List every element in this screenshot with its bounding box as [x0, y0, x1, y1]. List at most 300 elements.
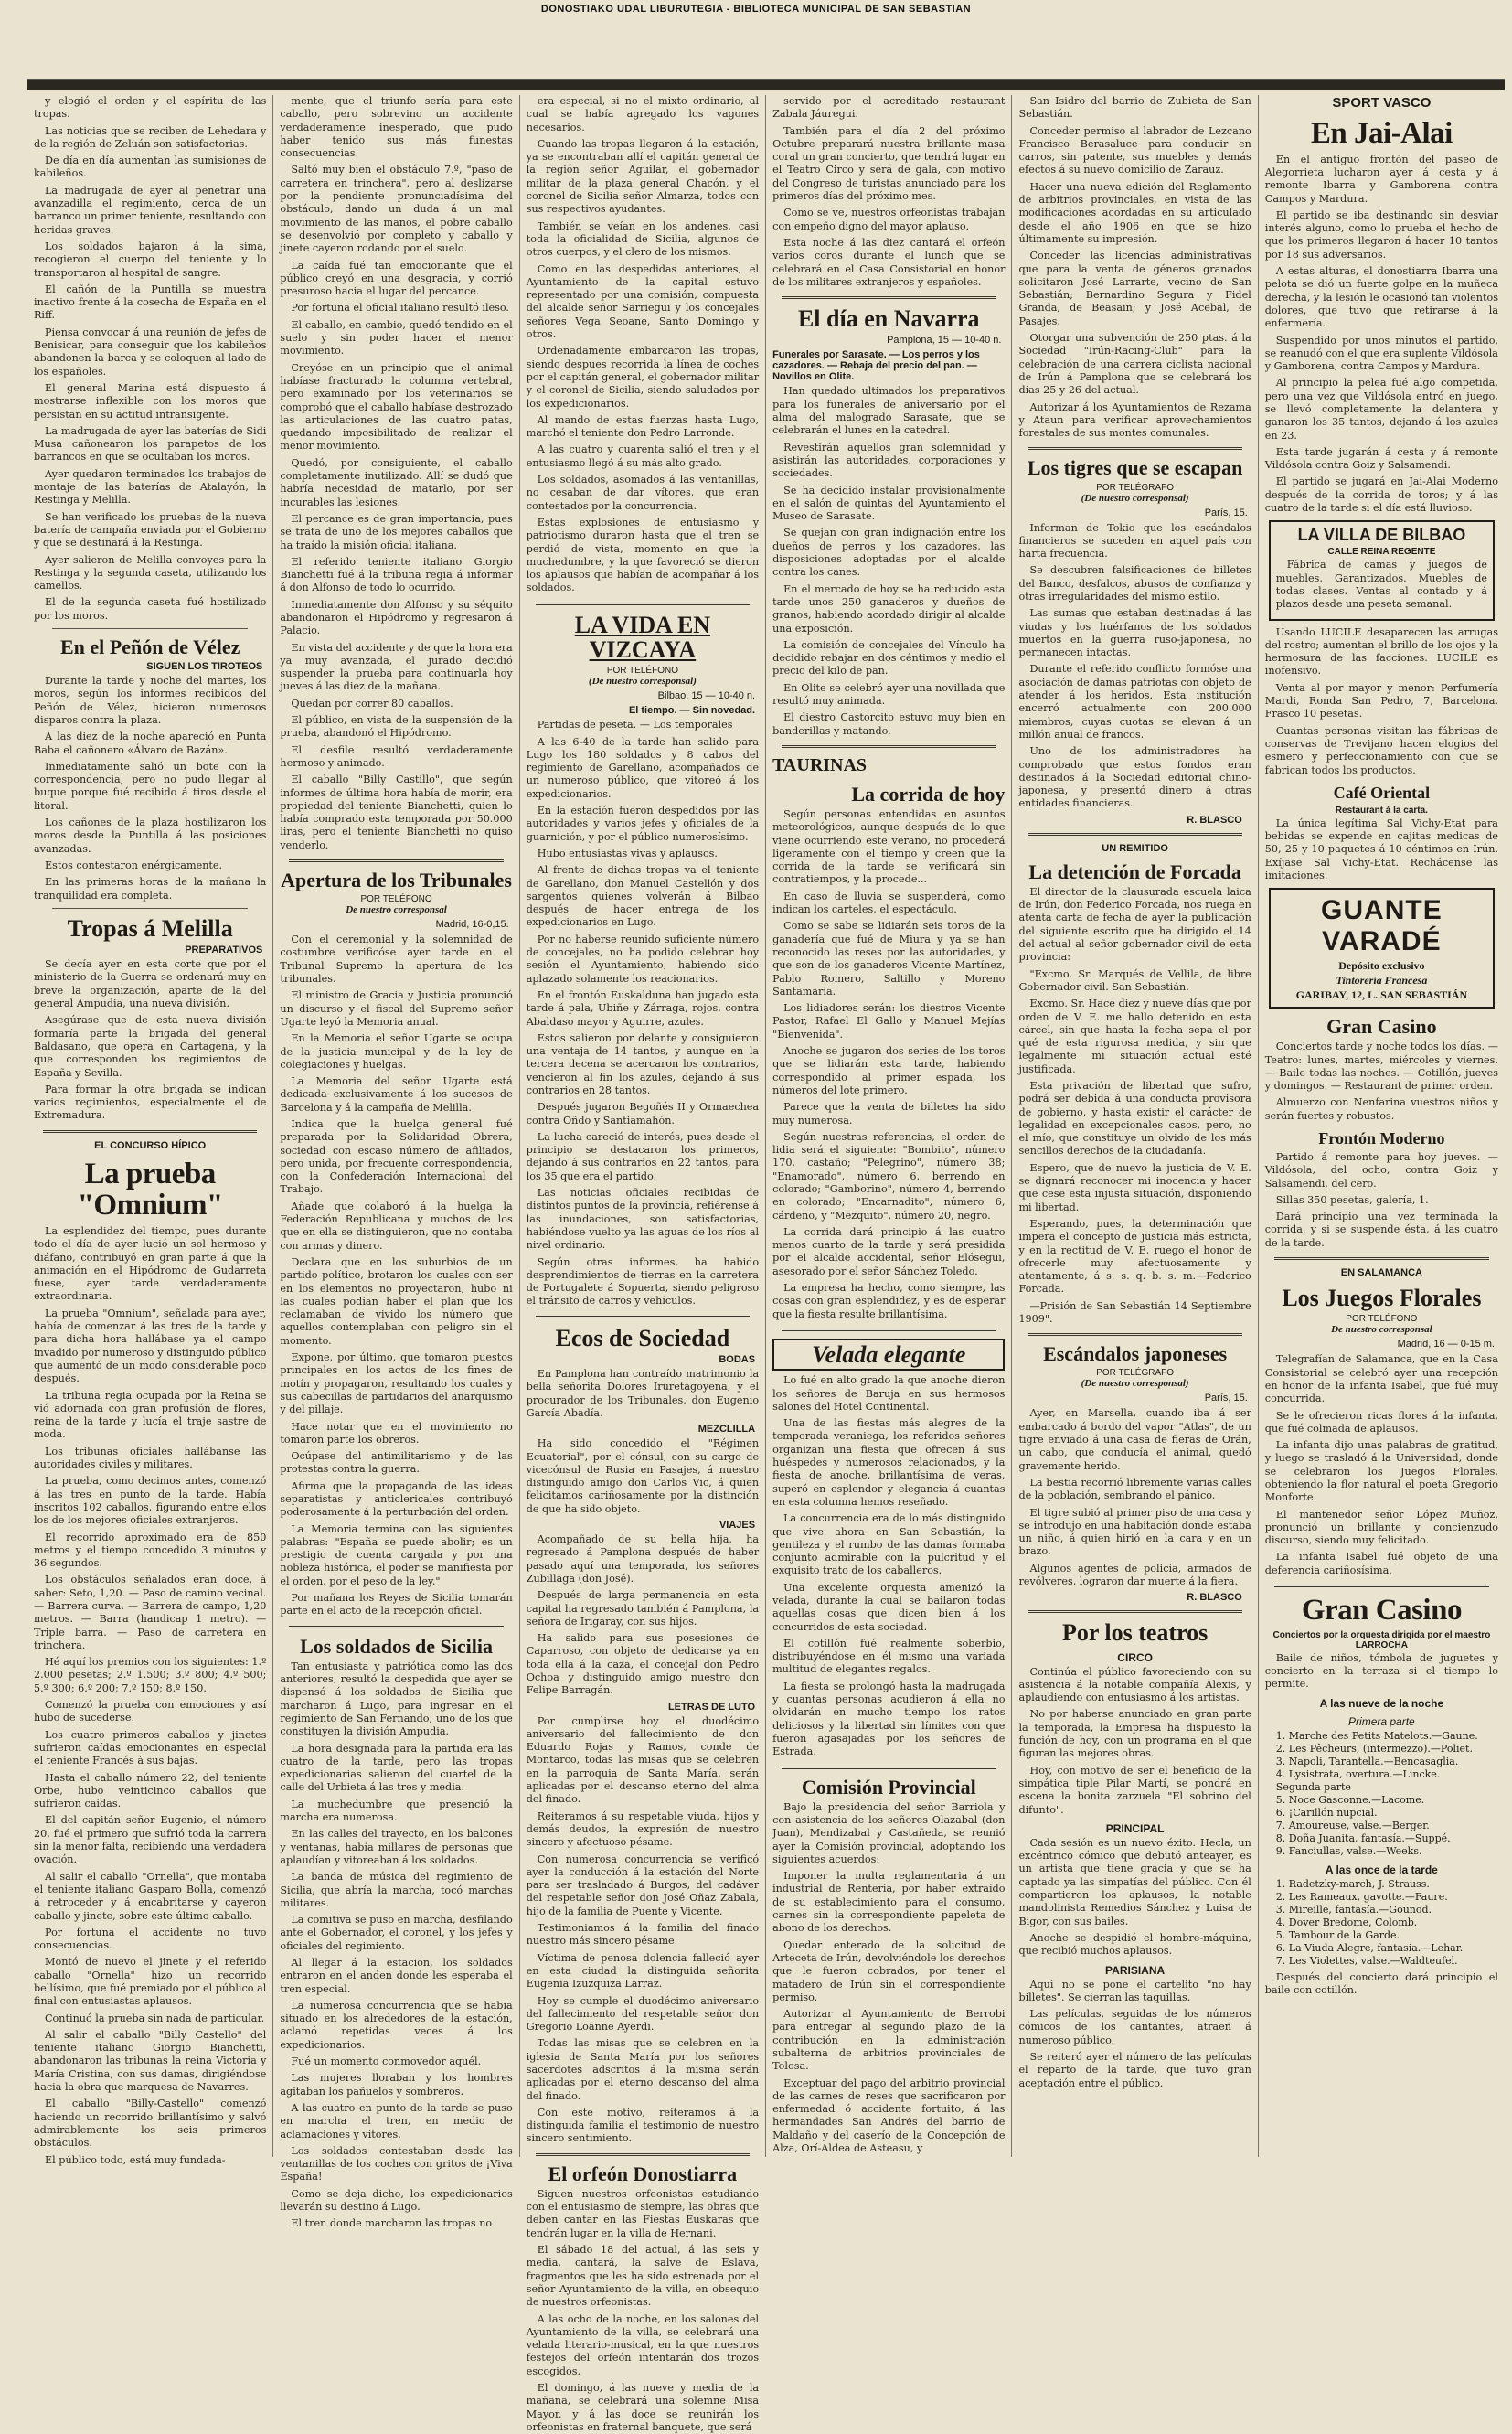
paragraph: Al principio la pelea fué algo competida, pero una vez que Vildósola entró en juego, se llevó completamente la delantera y ganaron los 35 tantos, dejando á los azules en 23.	[1264, 377, 1498, 442]
paragraph: Los lidiadores serán: los diestros Vicente Pastor, Rafael El Gallo y Manuel Mejías "Bienvenida".	[772, 1002, 1006, 1041]
paragraph: La esplendidez del tiempo, pues durante todo el día de ayer lució un sol hermoso y diáfano, contribuyó en gran parte á que la animación en el Hipódromo de Gudarreta fuese, ayer tarde verdaderamente extraordinaria.	[34, 1224, 267, 1303]
paragraph: Ayer salieron de Melilla convoyes para la Restinga y la segunda caseta, utilizando los camellos.	[34, 553, 267, 592]
byline-telegrafo: POR TELÉGRAFO	[1096, 482, 1175, 493]
headline-dia-navarra: El día en Navarra	[797, 305, 980, 333]
dateline-madrid: Madrid, 16 — 0-15 m.	[1397, 1339, 1495, 1350]
paragraph: Testimoniamos á la familia del finado nuestro más sincero pésame.	[526, 1922, 760, 1948]
signature-blasco: R. BLASCO	[1187, 814, 1242, 826]
headline-jai-alai: En Jai-Alai	[1310, 117, 1453, 150]
paragraph: Bajo la presidencia del señor Barriola y con asistencia de los señores Olazabal (don Juan), Mendizabal y Castañeda, se reunió ayer la Comisión provincial, adoptando los siguientes acuerdos:	[772, 1800, 1006, 1865]
paragraph: Víctima de penosa dolencia falleció ayer en esta ciudad la distinguida señorita Eugenia Izuzquiza Larraz.	[526, 1951, 760, 1991]
double-rule	[43, 1130, 257, 1133]
paragraph: Esperando, pues, la determinación que impera el concepto de justicia más estricta, y en la rectitud de V. E. ruego el honor de ofrecerle muy afectuosamente y atentamente, á s. s. q. b. s. m.—Federico Forcada.	[1018, 1217, 1251, 1296]
article-forcada-body	[1018, 886, 1251, 1327]
kicker-remitido: UN REMITIDO	[1102, 842, 1168, 854]
paragraph: No por haberse anunciado en gran parte la temporada, la Empresa ha dispuesto la función de hoy, con un programa en el que figuran las mejores obras.	[1018, 1708, 1251, 1760]
byline-telefono: POR TELÉFONO	[1346, 1314, 1418, 1325]
program-item: 1. Marche des Petits Matelots.—Gaune.	[1275, 1729, 1478, 1742]
paragraph: Al mando de estas fuerzas hasta Lugo, marchó el teniente don Pedro Larronde.	[526, 413, 760, 440]
headline-escandalos-japoneses: Escándalos japoneses	[1043, 1342, 1228, 1366]
double-rule	[536, 603, 750, 605]
paragraph: Al salir el caballo "Billy Castello" del teniente italiano Giorgio Bianchetti, abandonaron las tribunas la reina Victoria y María Cristina, con sus damas, dirigiéndose hacia la obra que marquesa de Navarres.	[34, 2028, 267, 2094]
paragraph: Aquí no se pone el cartelito "no hay billetes". Se cierran las taquillas.	[1018, 1978, 1251, 2003]
paragraph: Excmo. Sr. Hace diez y nueve días que por orden de V. E. me hallo detenido en esta cárcel, sin que hasta la fecha sepa el por qué de esta rigurosa medida, y sin que legalmente mi situación actual esté justificada.	[1018, 998, 1251, 1075]
dateline-paris: París, 15.	[1204, 1393, 1248, 1404]
article-orfeon-body	[527, 2188, 759, 2434]
program-item: 7. Les Violettes, valse.—Waldteufel.	[1275, 1954, 1458, 1967]
byline-corresponsal: (De nuestro corresponsal)	[1081, 492, 1189, 504]
kicker-concurso-hipico: EL CONCURSO HÍPICO	[94, 1139, 207, 1151]
paragraph: Las películas, seguidas de los números cómicos de los cantantes, atraen á numeroso público.	[1018, 2008, 1251, 2046]
paragraph: Partidas de peseta. — Los temporales	[537, 719, 733, 731]
paragraph: Anoche se despidió el hombre-máquina, que recibió muchos aplausos.	[1018, 1931, 1251, 1958]
paragraph: Informan de Tokio que los escándalos financieros se suceden en aquel país con harta frecuencia.	[1018, 521, 1251, 560]
paragraph: Baile de niños, tómbola de juguetes y concierto en la terraza si el tiempo lo permite.	[1264, 1651, 1498, 1691]
ad-villa-bilbao	[1269, 520, 1495, 620]
column-5	[1012, 95, 1258, 2157]
cafe-oriental-sub: Restaurant á la carta.	[1335, 805, 1428, 816]
paragraph: A las ocho de la noche, en los salones del Ayuntamiento de la villa, se celebrará una velada literario-musical, en la que nuestros festejos del orfeón intentarán dos trozos escogidos.	[526, 2312, 760, 2377]
headline-detencion-forcada: La detención de Forcada	[1028, 859, 1241, 883]
paragraph: Ocúpase del antimilitarismo y de las protestas contra la guerra.	[280, 1450, 513, 1476]
column-1	[27, 95, 273, 2166]
paragraph: También para el día 2 del próximo Octubre preparará nuestra brillante masa coral un gran concierto, que tendrá lugar en el Teatro Circo y será de gala, con motivo del Congreso de turistas anunciado para los primeros días del próximo mes.	[772, 124, 1006, 203]
paragraph: Continuó la prueba sin nada de particular.	[45, 2012, 265, 2024]
paragraph: En las calles del trayecto, en los balcones y ventanas, había millares de personas que aplaudían y vitoreaban á los soldados.	[280, 1828, 513, 1866]
paragraph: En el frontón Euskalduna han jugado esta tarde á pala, Ubiñe y Zárraga, rojos, contra Abaldaso mayor y Aguirre, azules.	[526, 988, 760, 1028]
kicker-taurinas: TAURINAS	[772, 754, 868, 775]
article-omnium-body	[34, 1225, 266, 2167]
paragraph: Durante el referido conflicto formóse una asociación de damas patriotas con objeto de atender á los heridos. Esta institución encerró actualmente con 200.000 miembros, cuyas cuotas se elevan á un millón anual de francos.	[1018, 663, 1251, 741]
paragraph: Suspendido por unos minutos el partido, se reanudó con el que era suplente Vildósola y Gamborena, contra Campos y Mardura.	[1264, 334, 1498, 373]
paragraph: Al frente de dichas tropas va el teniente de Garellano, don Manuel Castellón y dos sargentos quienes volverán á Bilbao después de hacer entrega de los expedicionarios en Lugo.	[526, 864, 760, 929]
article-corrida-body	[772, 808, 1005, 1321]
paragraph: A las 6-40 de la tarde han salido para Lugo los 180 soldados y 8 cabos del regimiento de Garellano, acompañados de un numeroso público, que vitoreó á los expedicionarios.	[526, 735, 760, 800]
paragraph: Autorizar al Ayuntamiento de Berrobi para entregar al segundo plazo de la contribución en la administración subalterna de arbitrios provinciales de Tolosa.	[772, 2008, 1006, 2073]
paragraph: El público, en vista de la suspensión de la prueba, abandonó el Hipódromo.	[280, 714, 513, 740]
paragraph: El referido teniente italiano Giorgio Bianchetti fué á la tribuna regia á informar á don Alfonso de todo lo ocurrido.	[280, 555, 513, 594]
paragraph: Conciertos tarde y noche todos los días. — Teatro: lunes, martes, miércoles y viernes. — Baile todas las noches. — Cotillón, jueves y domingos. — Restaurant de primer orden.	[1264, 1041, 1498, 1093]
paragraph: Uno de los administradores ha comprobado que estos fondos eran destinados á la Sociedad editorial chino-japonesa, y presentó dinero á otras entidades financieras.	[1018, 745, 1251, 810]
paragraph: Indica que la huelga general fué preparada por la Solidaridad Obrera, sociedad con escaso número de afiliados, pero unida, por frecuente correspondencia, con la Confederación Internacional del Trabajo.	[280, 1117, 513, 1196]
double-rule	[782, 1767, 996, 1769]
headline-apertura-tribunales: Apertura de los Tribunales	[281, 869, 512, 892]
paragraph: Los tribunas oficiales hallábanse las autoridades civiles y militares.	[34, 1445, 267, 1471]
paragraph: Partido á remonte para hoy jueves. — Vildósola, del ocho, contra Goiz y Salsamendi, del cero.	[1264, 1150, 1498, 1190]
dateline-madrid: Madrid, 16-0,15.	[435, 919, 509, 931]
double-rule	[782, 745, 996, 748]
paragraph: Para formar la otra brigada se indican varios regimientos, especialmente el de Extremadura.	[34, 1083, 267, 1122]
byline-corresponsal: (De nuestro corresponsal)	[588, 676, 697, 688]
paragraph: Los obstáculos señalados eran doce, á saber: Seto, 1,20. — Paso de camino vecinal. — Barrera curva. — Barrera de campo, 1,20 metros. — Barra (handicap 1 metro). — Triple barra. — Paso de carretera en trinchera.	[34, 1574, 267, 1651]
paragraph: En el mercado de hoy se ha reducido esta tarde unos 250 ganaderos y dueños de granos, habiendo acordado dirigir al alcalde una exposición.	[772, 582, 1006, 635]
paragraph: Telegrafían de Salamanca, que en la Casa Consistorial se celebró ayer una recepción en honor de la infanta Isabel, que fué muy concurrida.	[1264, 1353, 1498, 1405]
paragraph: —Prisión de San Sebastián 14 Septiembre 1909".	[1018, 1299, 1251, 1326]
double-rule	[1028, 1333, 1241, 1336]
paragraph: En Olite se celebró ayer una novillada que resultó muy animada.	[772, 681, 1006, 707]
ad-guante-line3: GARIBAY, 12, L. SAN SEBASTIÁN	[1295, 988, 1468, 1002]
paragraph: La fiesta se prolongó hasta la madrugada y cuantas personas acudieron á ella no olvidarán en mucho tiempo los ratos deliciosos y la libertad sin límites con que fueron agasajadas por los señores de Estrada.	[772, 1680, 1006, 1758]
paragraph: La caída fué tan emocionante que el público creyó en una desgracia, y corrió presuroso hacia el lugar del percance.	[280, 259, 513, 298]
dateline-paris: París, 15.	[1204, 507, 1248, 518]
col3-top-text	[527, 95, 759, 595]
paragraph: Estos salieron por delante y consiguieron una ventaja de 14 tantos, y aunque en la tercera decena se acercaron los contrarios, vencieron al fin los azules, dejando á sus contrarios en 28 tantos.	[526, 1031, 760, 1096]
program-item: 9. Fanciullas, valse.—Weeks.	[1275, 1844, 1422, 1857]
headline-por-los-teatros: Por los teatros	[1061, 1619, 1209, 1647]
paragraph: Según otras informes, ha habido desprendimientos de tierras en la carretera de Portugalete á Sopuerta, siendo peligroso el tránsito de carros y vehículos.	[526, 1255, 760, 1308]
paragraph: Siguen nuestros orfeonistas estudiando con el entusiasmo de siempre, las obras que deben cantar en las Fiestas Euskaras que tendrán lugar en la villa de Hernani.	[526, 2187, 760, 2239]
paragraph: El diestro Castorcito estuvo muy bien en banderillas y matando.	[772, 711, 1006, 737]
section-parisiana-title: PARISIANA	[1105, 1963, 1166, 1977]
double-rule	[1274, 1585, 1489, 1587]
paragraph: Como se ve, nuestros orfeonistas trabajan con empeño digno del mayor aplauso.	[772, 207, 1006, 232]
headline-comision-provincial: Comisión Provincial	[801, 1775, 976, 1799]
paragraph: Creyóse en un principio que el animal habíase fracturado la columna vertebral, pero examinado por los veterinarios se comprobó que el caballo habíase destrozado las articulaciones de las cuatro patas, quedando imposibilitado de realizar el menor movimiento.	[280, 361, 513, 453]
paragraph: A estas alturas, el donostiarra Ibarra una pelota se dió un fuerte golpe en la muñeca derecha, y la lesión le ocasionó tan violentos dolores, que tuvo que retirarse á la enfermería.	[1264, 265, 1498, 330]
col2-top-text	[280, 95, 512, 852]
paragraph: Como se sabe se lidiarán seis toros de la ganadería que fué de Miura y ya se han reconocido las reses por las autoridades, y que son de los ganaderos Vicente Martínez, Pablo Romero, Saltillo y Moreno Santamaría.	[772, 920, 1006, 998]
paragraph: Se descubren falsificaciones de billetes del Banco, desfalcos, abusos de confianza y otras irregularidades del mismo estilo.	[1018, 564, 1251, 603]
paragraph: La comisión de concejales del Vínculo ha decidido rebajar en dos céntimos y medio el precio del kilo de pan.	[772, 638, 1006, 678]
paragraph: El partido se iba destinando sin desviar interés alguno, como lo prueba el hecho de que los primeros llegaron á hacer 10 tantos por 18 sus adversarios.	[1264, 208, 1498, 261]
paragraph: Fué un momento conmovedor aquél.	[291, 2055, 482, 2068]
paragraph: Continúa el público favoreciendo con su asistencia á la notable compañía Alexis, y aplaudiendo con entusiasmo á los artistas.	[1018, 1665, 1251, 1704]
paragraph: A las cuatro y cuarenta salió el tren y el entusiasmo llegó á su más alto grado.	[526, 443, 760, 469]
paragraph: Como en las despedidas anteriores, el Ayuntamiento de la capital estuvo representado por una comisión, compuesta del alcalde señor Sarriegui y los concejales señores Vega Seoane, Santo Domingo y otros.	[526, 262, 760, 341]
paragraph: Por fortuna el oficial italiano resultó ileso.	[291, 302, 509, 315]
paragraph: El caballo "Billy-Castello" comenzó haciendo un recorrido brillantísimo y salvó admirablemente los seis primeros obstáculos.	[34, 2098, 267, 2150]
paragraph: Hubo entusiastas vivas y aplausos.	[537, 847, 718, 859]
subhead-funerales: Funerales por Sarasate. — Los perros y los cazadores. — Rebaja del precio del pan. — Novillos en Olite.	[772, 349, 980, 383]
paragraph: La bestia recorrió libremente varias calles de la población, sembrando el pánico.	[1018, 1476, 1251, 1502]
paragraph: Montó de nuevo el jinete y el referido caballo "Ornella" hizo un recorrido bellísimo, que fué premiado por el público al final con entusiastas aplausos.	[34, 1956, 267, 2008]
column-6	[1259, 95, 1505, 2157]
paragraph: Por cumplirse hoy el duodécimo aniversario del fallecimiento de don Eduardo Rojas y Ramos, conde de Montarco, todas las misas que se celebren en la parroquia de Santa María, serán aplicadas por el descanso eterno del alma del finado.	[526, 1714, 760, 1806]
byline-corresponsal: De nuestro corresponsal	[1331, 1324, 1432, 1336]
column-3	[520, 95, 766, 2433]
gran-casino-2-end	[1265, 1971, 1498, 1998]
paragraph: Hace notar que en el movimiento no tomaron parte los obreros.	[280, 1420, 513, 1446]
dateline-pamplona: Pamplona, 15 — 10-40 n.	[887, 335, 1002, 347]
ad-villa-bilbao-title: LA VILLA DE BILBAO	[1297, 526, 1466, 545]
paragraph: Espero, que de nuevo la justicia de V. E. se dignará reconocer mi inocencia y hacer que cese esta injusta situación, disponiendo mi libertad.	[1018, 1161, 1251, 1213]
paragraph: Cuantas personas visitan las fábricas de conservas de Trevijano hacen elogios del esmero y perfeccionamiento con que se fabrican todos los productos.	[1264, 724, 1498, 776]
paragraph: La banda de música del regimiento de Sicilia, que abría la marcha, tocó marchas militares.	[280, 1871, 513, 1909]
paragraph: Revestirán aquellos gran solemnidad y asistirán las autoridades, corporaciones y sociedades.	[772, 441, 1006, 480]
paragraph: y elogió el orden y el espíritu de las tropas.	[34, 95, 267, 121]
paragraph: Ordenadamente embarcaron las tropas, siendo despues recorrida la línea de coches por el capitán general, el gobernador militar y el coronel de Sicilia, siendo saludados por los expedicionarios.	[526, 345, 760, 410]
headline-vida-vizcaya: LA VIDA EN VIZCAYA	[574, 611, 711, 663]
double-rule	[1028, 1610, 1241, 1613]
article-soldados-body	[280, 1660, 512, 2231]
paragraph: Los soldados bajaron á la sima, recogieron el cuerpo del teniente y lo transportaron al hospital de sangre.	[34, 240, 267, 279]
gran-casino-2-body	[1265, 1652, 1498, 1692]
paragraph: El ministro de Gracia y Justicia pronunció un discurso y el fiscal del Supremo señor Ugarte leyó la Memoria anual.	[280, 989, 513, 1028]
paragraph: La comitiva se puso en marcha, desfilando ante el Gobernador, el coronel, y los jefes y oficiales del regimiento.	[280, 1914, 513, 1952]
program-item: 6. La Viuda Alegre, fantasía.—Lehar.	[1275, 1941, 1464, 1954]
paragraph: La concurrencia era de lo más distinguido que vive ahora en San Sebastián, la gentileza y el rumbo de las damas formaba conjunto admirable con la pulcritud y el exquisito trato de los caballeros.	[772, 1512, 1006, 1577]
section-bodas-body	[527, 1368, 759, 1420]
paragraph: Después de larga permanencia en esta capital ha regresado también á Pamplona, la señora de Irigaray, con sus hijos.	[526, 1589, 760, 1628]
paragraph: La infanta dijo unas palabras de gratitud, y luego se trasladó á la Universidad, donde se celebraron los Juegos Florales, obteniendo la flor natural el poeta Gregorio Monforte.	[1264, 1439, 1498, 1504]
paragraph: Con numerosa concurrencia se verificó ayer la conducción á la estación del Norte para ser trasladado á Burgos, del cadáver del respetable señor don José Oñaz Zabala, hijo de la familia de Puente y Vicente.	[526, 1852, 760, 1917]
paragraph: A las cuatro en punto de la tarde se puso en marcha el tren, en medio de aclamaciones y vítores.	[280, 2101, 513, 2140]
paragraph: El domingo, á las nueve y media de la mañana, se celebrará una solemne Misa Mayor, y á las doce se reunirán los orfeonistas en fraternal banquete, que será	[526, 2382, 760, 2433]
newspaper-columns	[27, 95, 1505, 2433]
paragraph: La madrugada de ayer las baterías de Sidi Musa cañonearon los parapetos de los barrancos en que se ocultaban los moros.	[34, 424, 267, 464]
paragraph: La hora designada para la partida era las cuatro de la tarde, pero las tropas expedicionarias salieron del cuartel de la calle del Urbieta á las tres y media.	[280, 1742, 513, 1794]
paragraph: Conceder permiso al labrador de Lezcano Francisco Berasaluce para conducir en carros, sin patente, sus muebles y demás efectos á su nuevo domicilio de Zarauz.	[1018, 124, 1251, 176]
double-rule	[1274, 1257, 1489, 1260]
subhead-bodas: BODAS	[719, 1354, 756, 1366]
paragraph: Usando LUCILE desaparecen las arrugas del rostro; aumentan el brillo de los ojos y la hermosura de las facciones. LUCILE es inofensivo.	[1264, 625, 1498, 678]
paragraph: Sillas 350 pesetas, galería, 1.	[1275, 1193, 1429, 1206]
paragraph: El recorrido aproximado era de 850 metros y el tiempo concedido 3 minutos y 36 segundos.	[34, 1531, 267, 1570]
paragraph: El cotillón fué realmente soberbio, distribuyéndose en él mismo una variada multitud de elegantes regalos.	[772, 1637, 1006, 1676]
paragraph: Las mujeres lloraban y los hombres agitaban los pañuelos y sombreros.	[280, 2072, 513, 2098]
headline-ecos-sociedad: Ecos de Sociedad	[555, 1324, 730, 1351]
paragraph: En Pamplona han contraído matrimonio la bella señorita Dolores Iruretagoyena, y el procurador de los Tribunales, don Eugenio García Abadía.	[526, 1368, 760, 1419]
paragraph: Por mañana los Reyes de Sicilia tomarán parte en el acto de la recepción oficial.	[280, 1592, 513, 1617]
paragraph: El percance es de gran importancia, pues se trata de uno de los mejores caballos que ha traído la misión oficial italiana.	[280, 512, 513, 551]
article-tigres-body	[1018, 522, 1251, 811]
program-item: 5. Tambour de la Garde.	[1275, 1928, 1400, 1941]
paragraph: Hoy, con motivo de ser el beneficio de la simpática tiple Pilar Martí, se pondrá en escena la bonita zarzuela "El sobrino del difunto".	[1018, 1764, 1251, 1816]
fronton-moderno-body	[1265, 1151, 1498, 1250]
paragraph: Hacer una nueva edición del Reglamento de arbitrios provinciales, en vista de las modificaciones acordadas en su articulado desde el año 1906 en que se hizo últimamente su impresión.	[1018, 180, 1251, 245]
program-item: 2. Les Pêcheurs, (intermezzo).—Poliet.	[1275, 1742, 1473, 1755]
paragraph: Asegúrase que de esta nueva división formaría parte la brigada del general Baldasano, que opera en Cartagena, y la que corresponden los regimientos de España y Sevilla.	[34, 1014, 267, 1079]
ad-guante-varade	[1269, 888, 1495, 1009]
paragraph: Después del concierto dará principio el baile con cotillón.	[1264, 1970, 1498, 1996]
program-item: 1. Radetzky-march, J. Strauss.	[1275, 1877, 1430, 1890]
double-rule	[782, 1329, 996, 1331]
paragraph: La lucha careció de interés, pues desde el principio se destacaron los primeros, dejando á sus contrarios en 22 tantos, para los 35 que era el partido.	[526, 1130, 760, 1182]
article-tribunales-body	[280, 934, 512, 1618]
byline-telefono: POR TELÉFONO	[606, 666, 678, 677]
paragraph: La Memoria del señor Ugarte está dedicada exclusivamente á los sucesos de Barcelona y á la campaña de Melilla.	[280, 1075, 513, 1114]
article-comision-body	[772, 1801, 1005, 2156]
program-item: 3. Mireille, fantasía.—Gounod.	[1275, 1903, 1432, 1916]
paragraph: Comenzó la prueba con emociones y así hubo de sucederse.	[34, 1699, 267, 1724]
paragraph: Ha salido para sus posesiones de Caparroso, con objeto de dedicarse ya en toda ella á la caza, el concejal don Pedro Ochoa y distinguido amigo nuestro don Felipe Barragán.	[526, 1632, 760, 1697]
paragraph: El del capitán señor Eugenio, el número 20, fué el primero que sufrió toda la carrera sin la menor falta, recibiendo una verdadera ovación.	[34, 1814, 267, 1866]
paragraph: Con el ceremonial y la solemnidad de costumbre verificóse ayer tarde en el Tribunal Supremo la apertura de los tribunales.	[280, 934, 513, 986]
paragraph: Tan entusiasta y patriótica como las dos anteriores, resultó la despedida que ayer se dispensó á los soldados de Sicilia que marcharon á Lugo, para ingresar en el regimiento de San Fernando, uno de los que constituyen la división Ampudia.	[280, 1660, 513, 1738]
paragraph: Afirma que la propaganda de las ideas separatistas y anticlericales contribuyó poderosamente á la perturbación del orden.	[280, 1479, 513, 1519]
paragraph: De día en día aumentan las sumisiones de kabileños.	[34, 155, 267, 180]
paragraph: Hasta el caballo número 22, del teniente Orbe, hubo veinticinco caballos que sufrieron caídas.	[34, 1771, 267, 1810]
paragraph: La numerosa concurrencia que se habia situado en los alrededores de la estación, aclamó repetidas veces á los expedicionarios.	[280, 1999, 513, 2051]
ad-guante-line1: Depósito exclusivo	[1338, 959, 1425, 973]
paragraph: En el antiguo frontón del paseo de Alegorrieta lucharon ayer á cesta y á remonte Ibarra y Gamborena contra Campos y Mardura.	[1264, 153, 1498, 205]
paragraph: era especial, si no el mixto ordinario, al cual se había agregado los vagones necesarios.	[526, 95, 760, 133]
paragraph: El tren donde marcharon las tropas no	[291, 2217, 493, 2230]
kicker-salamanca: EN SALAMANCA	[1340, 1267, 1422, 1279]
paragraph: En caso de lluvia se suspenderá, como indican los carteles, el espectáculo.	[772, 890, 1006, 916]
headline-cafe-oriental: Café Oriental	[1333, 783, 1431, 802]
paragraph: En la estación fueron despedidos por las autoridades y varios jefes y oficiales de la guarnición, y por el público numerosísimo.	[526, 805, 760, 843]
paragraph: Algunos agentes de policía, armados de revólveres, lograron dar muerte á la fiera.	[1018, 1562, 1251, 1587]
paragraph: A las diez de la noche apareció en Punta Baba el cañonero «Álvaro de Bazán».	[34, 731, 267, 756]
paragraph: Quedó, por consiguiente, el caballo completamente inutilizado. Allí se dudó que habría necesidad de matarlo, por ser incurables las lesiones.	[280, 456, 513, 508]
paragraph: Se reiteró ayer el número de las películas el reparto de la tarde, que tuvo gran aceptación entre el público.	[1018, 2051, 1251, 2089]
paragraph: Como se deja dicho, los expedicionarios llevarán su destino á Lugo.	[280, 2187, 513, 2214]
byline-telefono: POR TELÉFONO	[360, 894, 432, 905]
paragraph: Al llegar á la estación, los soldados entraron en el anden donde les esperaba el tren especial.	[280, 1957, 513, 1995]
paragraph: El director de la clausurada escuela laica de Irún, don Federico Forcada, nos ruega en atenta carta de fecha de ayer la publicación del siguiente escrito que ha dirigido el 14 del actual al señor gobernador civil de esta provincia:	[1018, 885, 1251, 964]
paragraph: Conceder las licencias administrativas que para la venta de géneros granados solicitaron José Larrarte, vecino de San Sebastián; Bernardino Segura y Fidel Granda, de Beasain; y José Acebal, de Pasajes.	[1018, 250, 1251, 327]
gran-casino-1-body	[1265, 1041, 1498, 1123]
col4-top-text	[772, 95, 1005, 289]
paragraph: Inmediatamente don Alfonso y su séquito abandonaron el Hipódromo y regresaron á Palacio.	[280, 598, 513, 637]
article-juegos-body	[1265, 1353, 1498, 1577]
headline-tigres: Los tigres que se escapan	[1027, 456, 1243, 480]
double-rule	[782, 296, 996, 299]
paragraph: Esta privación de libertad que sufro, podrá ser debida á una conducta provisora de gobierno, y hasta existir el carácter de legalidad en excepcionales casos, pero, no el mío, que constituye un olvido de los más sencillos derechos de la ciudadanía.	[1018, 1080, 1251, 1158]
paragraph: Esta tarde jugarán á cesta y á remonte Vildósola contra Goiz y Salsamendi.	[1264, 445, 1498, 472]
double-rule	[1028, 833, 1241, 836]
subhead-preparativos: PREPARATIVOS	[185, 945, 263, 956]
divider	[52, 908, 248, 909]
double-rule	[536, 2153, 750, 2156]
paragraph: La muchedumbre que presenció la marcha era numerosa.	[280, 1798, 513, 1824]
kicker-sport-vasco: SPORT VASCO	[1332, 95, 1432, 111]
programa2-title: A las once de la tarde	[1325, 1863, 1438, 1876]
paragraph: El cañón de la Puntilla se muestra inactivo frente á la cosecha de España en el Riff.	[34, 283, 267, 322]
paragraph: Otorgar una subvención de 250 ptas. á la Sociedad "Irún-Racing-Club" para la celebración de una carrera ciclista nacional de Irún á Pamplona que se celebrará los días 25 y 26 del actual.	[1018, 332, 1251, 397]
byline-corresponsal: De nuestro corresponsal	[346, 904, 447, 916]
paragraph: La corrida dará principio á las cuatro menos cuarto de la tarde y será presidida por el alcalde accidental, señor Elósegui, asesorado por el señor Sánchez Toledo.	[772, 1225, 1006, 1277]
paragraph: Después jugaron Begoñés II y Ormaechea contra Oñdo y Santiamahón.	[526, 1101, 760, 1126]
column-4	[766, 95, 1012, 2157]
paragraph: El general Marina está dispuesto á mostrarse inflexible con los moros que persistan en su actitud intransigente.	[34, 381, 267, 421]
col1-top-text	[34, 95, 266, 623]
headline-velada-elegante: Velada elegante	[772, 1339, 1005, 1371]
paragraph: Expone, por último, que tomaron puestos principales en los actos de los fines de motín y propagaron, resultando los cuales y sus cabecillas de partidarios del anarquismo y del pillaje.	[280, 1351, 513, 1416]
program-item: 6. ¡Carillón nupcial.	[1275, 1806, 1378, 1819]
paragraph: Dará principio una vez terminada la corrida, y si se suspende ésta, á las cuatro de la tarde.	[1264, 1211, 1498, 1249]
paragraph: La empresa ha hecho, como siempre, las cosas con gran esplendidez, y es de esperar que la fiesta resulte brillantísima.	[772, 1282, 1006, 1320]
section-principal-body	[1018, 1837, 1251, 1959]
paragraph: La Memoria termina con las siguientes palabras: "España se puede abolir; es un prestigio de cuenta cargada y por una nobleza histórica, el poder se manifiesta por el orden, por el peso de la ley."	[280, 1522, 513, 1587]
headline-orfeon-donostiarra: El orfeón Donostiarra	[548, 2162, 738, 2185]
cafe-oriental-body	[1265, 817, 1498, 882]
article-tropas-body	[34, 958, 266, 1123]
paragraph: Las noticias oficiales recibidas de distintos puntos de la provincia, refiérense á las inundaciones, son satisfactorias, habiéndose vuelto ya las aguas de los ríos al nivel ordinario.	[526, 1187, 760, 1252]
divider	[52, 628, 248, 629]
paragraph: Los cañones de la plaza hostilizaron los moros desde la Puntilla á las posiciones avanzadas.	[34, 817, 267, 855]
paragraph: Añade que colaboró á la huelga la Federación Republicana y muchos de los que en ella se distinguieron, que no contaba con armas y dinero.	[280, 1200, 513, 1252]
paragraph: El de la segunda caseta fué hostilizado por los moros.	[34, 596, 267, 622]
paragraph: Por fortuna el accidente no tuvo consecuencias.	[34, 1926, 267, 1952]
ad-guante-line2: Tintorería Francesa	[1336, 974, 1428, 987]
signature-blasco: R. BLASCO	[1187, 1592, 1242, 1604]
ad-villa-bilbao-text: Fábrica de camas y juegos de muebles. Garantizados. Muebles de todas clases. Ventas al contado y á plazos desde una peseta semanal.	[1275, 559, 1487, 611]
paragraph: Todas las misas que se celebren en la iglesia de Santa María por los señores sacerdotes adscritos á la misma serán aplicadas por el eterno descanso del alma del finado.	[526, 2037, 760, 2102]
paragraph: Una de las fiestas más alegres de la temporada veraniega, los referidos señores organizan una fiesta que ofrecen á sus huéspedes y numerosos relacionados, y la fiesta de anoche, brillantísima de veras, superó en esplendor y elegancia á cuantas en esta columna hemos reseñado.	[772, 1417, 1006, 1508]
headline-fronton-moderno: Frontón Moderno	[1318, 1129, 1445, 1148]
double-rule	[289, 859, 503, 862]
paragraph: Al salir el caballo "Ornella", que montaba el teniente italiano Gasparo Bolla, comenzó á retroceder y á encabritarse y cayeron caballo y jinete, sobre este último caballo.	[34, 1870, 267, 1922]
ad-villa-bilbao-sub: CALLE REINA REGENTE	[1327, 547, 1436, 558]
archive-masthead: DONOSTIAKO UDAL LIBURUTEGIA - BIBLIOTECA MUNICIPAL DE SAN SEBASTIAN	[540, 4, 972, 15]
paragraph: Los soldados contestaban desde las ventanillas de los coches con gritos de ¡Viva España!	[280, 2144, 513, 2183]
paragraph: Los soldados, asomados á las ventanillas, no cesaban de dar vítores, que eran contestados por la concurrencia.	[526, 474, 760, 512]
paragraph: El sábado 18 del actual, á las seis y media, cantará, la salve de Eslava, fragmentos que les ha sido estrenada por el señor Ayuntamiento de la villa, en obsequio de nuestros orfeonistas.	[526, 2244, 760, 2309]
program-item: 4. Dover Bredome, Colomb.	[1275, 1916, 1418, 1928]
paragraph: Quedar enterado de la solicitud de Arteceta de Irún, devolviéndole los derechos que le fueron cobrados, por tener el matadero de Irún sin el correspondiente permiso.	[772, 1938, 1006, 2003]
paragraph: Imponer la multa reglamentaria á un industrial de Rentería, por haber extraído de su establecimiento para el consumo, carnes sin la correspondiente papeleta de abono de los derechos.	[772, 1870, 1006, 1935]
paragraph: Ayer quedaron terminados los trabajos de montaje de las baterías de Atalayón, la Restinga y Melilla.	[34, 467, 267, 507]
paragraph: "Excmo. Sr. Marqués de Vellila, de libre Gobernador civil. San Sebastián.	[1018, 967, 1251, 993]
double-rule	[1028, 447, 1241, 450]
paragraph: La tribuna regia ocupada por la Reina se vió adornada con gran profusión de flores, reina de la tarde y lucía el traje sastre de moda.	[34, 1389, 267, 1441]
paragraph: El partido se jugará en Jai-Alai Moderno después de la corrida de toros; y á las cuatro de la tarde si el día está lluvioso.	[1264, 475, 1498, 515]
paragraph: También se veían en los andenes, casi toda la oficialidad de Sicilia, algunos de otros cuerpos, y el clero de los mismos.	[526, 219, 760, 259]
section-principal-title: PRINCIPAL	[1105, 1821, 1165, 1835]
paragraph: San Isidro del barrio de Zubieta de San Sebastián.	[1018, 95, 1251, 121]
paragraph: Cuando las tropas llegaron á la estación, ya se encontraban allí el capitán general de la región señor Aguilar, el gobernador militar de la plaza general Chacón, y el coronel de Sicilia señor Almarza, todos con sus respectivos ayudantes.	[526, 137, 760, 216]
double-rule	[536, 1316, 750, 1318]
paragraph: La prueba, como decimos antes, comenzó á las tres en punto de la tarde. Había inscritos 102 caballos, figurando entre ellos los de los mejores oficiales extranjeros.	[34, 1475, 267, 1527]
double-rule	[289, 1626, 503, 1628]
dateline-bilbao: Bilbao, 15 — 10-40 n.	[657, 690, 756, 702]
subhead-tiempo: El tiempo. — Sin novedad.	[628, 705, 756, 717]
col5-top-text	[1018, 95, 1251, 440]
subhead-tiroteos: SIGUEN LOS TIROTEOS	[146, 661, 263, 673]
paragraph: Las noticias que se reciben de Lehedara y de la región de Zeluán son satisfactorias.	[34, 124, 267, 150]
program-item: 4. Lysistrata, overtura.—Lincke.	[1275, 1767, 1441, 1780]
top-rule	[27, 79, 1505, 90]
programa-part2-list	[1276, 1878, 1498, 1968]
headline-gran-casino-1: Gran Casino	[1326, 1015, 1437, 1039]
paragraph: El caballo "Billy Castillo", que según informes de última hora había de morir, era propiedad del teniente Bianchetti, quien lo había comprado esta temporada por 50.000 liras, pero el teniente Bianchetti no quiso venderlo.	[280, 774, 513, 851]
article-jaialai-body	[1265, 154, 1498, 516]
paragraph: Declara que en los suburbios de un partido político, brotaron los cuales con ser en los elementos no proyectaron, hubo ni las cuales podían haber el plan que los reclamaban de vivido los número que aquellos contemplaban con peligro sin el momento.	[280, 1255, 513, 1347]
paragraph: Quedan por correr 80 caballos.	[291, 697, 453, 710]
program-item: 5. Noce Gasconne.—Lacome.	[1275, 1793, 1425, 1806]
paragraph: El público todo, está muy fundada-	[45, 2153, 226, 2166]
headline-juegos-florales: Los Juegos Florales	[1282, 1285, 1482, 1312]
headline-penon-velez: En el Peñón de Vélez	[60, 635, 240, 658]
paragraph: Estos contestaron enérgicamente.	[45, 859, 223, 871]
article-escandalos-body	[1018, 1407, 1251, 1588]
paragraph: Las sumas que estaban destinadas á las viudas y los huérfanos de los soldados muertos en la guerra ruso-japonesa, no permanecen intactas.	[1018, 607, 1251, 659]
byline-corresponsal: (De nuestro corresponsal)	[1081, 1378, 1189, 1390]
paragraph: La infanta Isabel fué objeto de una deferencia cariñosísima.	[1264, 1551, 1498, 1576]
column-2	[273, 95, 519, 2230]
paragraph: Parece que la venta de billetes ha sido muy numerosa.	[772, 1101, 1006, 1126]
paragraph: Anoche se jugaron dos series de los toros que se lidiarán esta tarde, habiendo correspondido al primer espada, los números del lote primero.	[772, 1045, 1006, 1096]
programa-title: A las nueve de la noche	[1319, 1696, 1444, 1710]
program-item: 3. Napoli, Tarantella.—Bencasaglia.	[1275, 1755, 1459, 1767]
programa-part1-title: Primera parte	[1348, 1714, 1415, 1728]
paragraph: El tigre subió al primer piso de una casa y se introdujo en una habitación donde estaba un niño, á quien hirió en la cara y en un brazo.	[1018, 1506, 1251, 1558]
paragraph: Durante la tarde y noche del martes, los moros, según los informes recibidos del Peñón de Vélez, hicieron numerosos disparos contra la plaza.	[34, 675, 267, 726]
paragraph: Almuerzo con Nenfarina vuestros niños y serán fuertes y robustos.	[1264, 1096, 1498, 1122]
paragraph: En vista del accidente y de que la hora era ya muy avanzada, el jurado decidió suspender la prueba para continuarla hoy jueves á las diez de la mañana.	[280, 641, 513, 693]
paragraph: Hé aquí los premios con los siguientes: 1.º 2.000 pesetas; 2.º 1.500; 3.º 800; 4.º 500; 5.º 300; 6.º 200; 7.º 150; 8.º 150.	[34, 1656, 267, 1694]
paragraph: Lo fué en alto grado la que anoche dieron los señores de Baruja en sus hermosos salones del Hotel Continental.	[772, 1374, 1006, 1413]
paragraph: Han quedado ultimados los preparativos para los funerales de aniversario por el alma del malogrado Sarasate, que se celebrarán el lunes en la catedral.	[772, 385, 1006, 437]
paragraph: Se quejan con gran indignación entre los dueños de perros y los cazadores, las disposiciones adoptadas por el alcalde contra los canes.	[772, 527, 1006, 579]
paragraph: Con este motivo, reiteramos á la distinguida familia el testimonio de nuestro sincero sentimiento.	[526, 2106, 760, 2145]
program-item: 7. Amoureuse, valse.—Berger.	[1275, 1819, 1430, 1831]
gran-casino-2-sub: Conciertos por la orquesta dirigida por el maestro LARROCHA	[1272, 1629, 1491, 1650]
paragraph: Saltó muy bien el obstáculo 7.º, "paso de carretera en trinchera", pero al deslizarse por la pendiente pronunciadísima del obstáculo, dando un duda á un mal movimiento de las manos, el pobre caballo se desenvolvió por completo y caballo y jinete cayeron rodando por el suelo.	[280, 164, 513, 255]
paragraph: Exceptuar del pago del arbitrio provincial de las carnes de reses que sacrificaron por enfermedad ó accidente fortuito, á las hermandades San Andrés del barrio de Maldaño y del caserío de la Concepción de Alza, Orí-Aldea de Asteasu, y	[772, 2076, 1006, 2155]
